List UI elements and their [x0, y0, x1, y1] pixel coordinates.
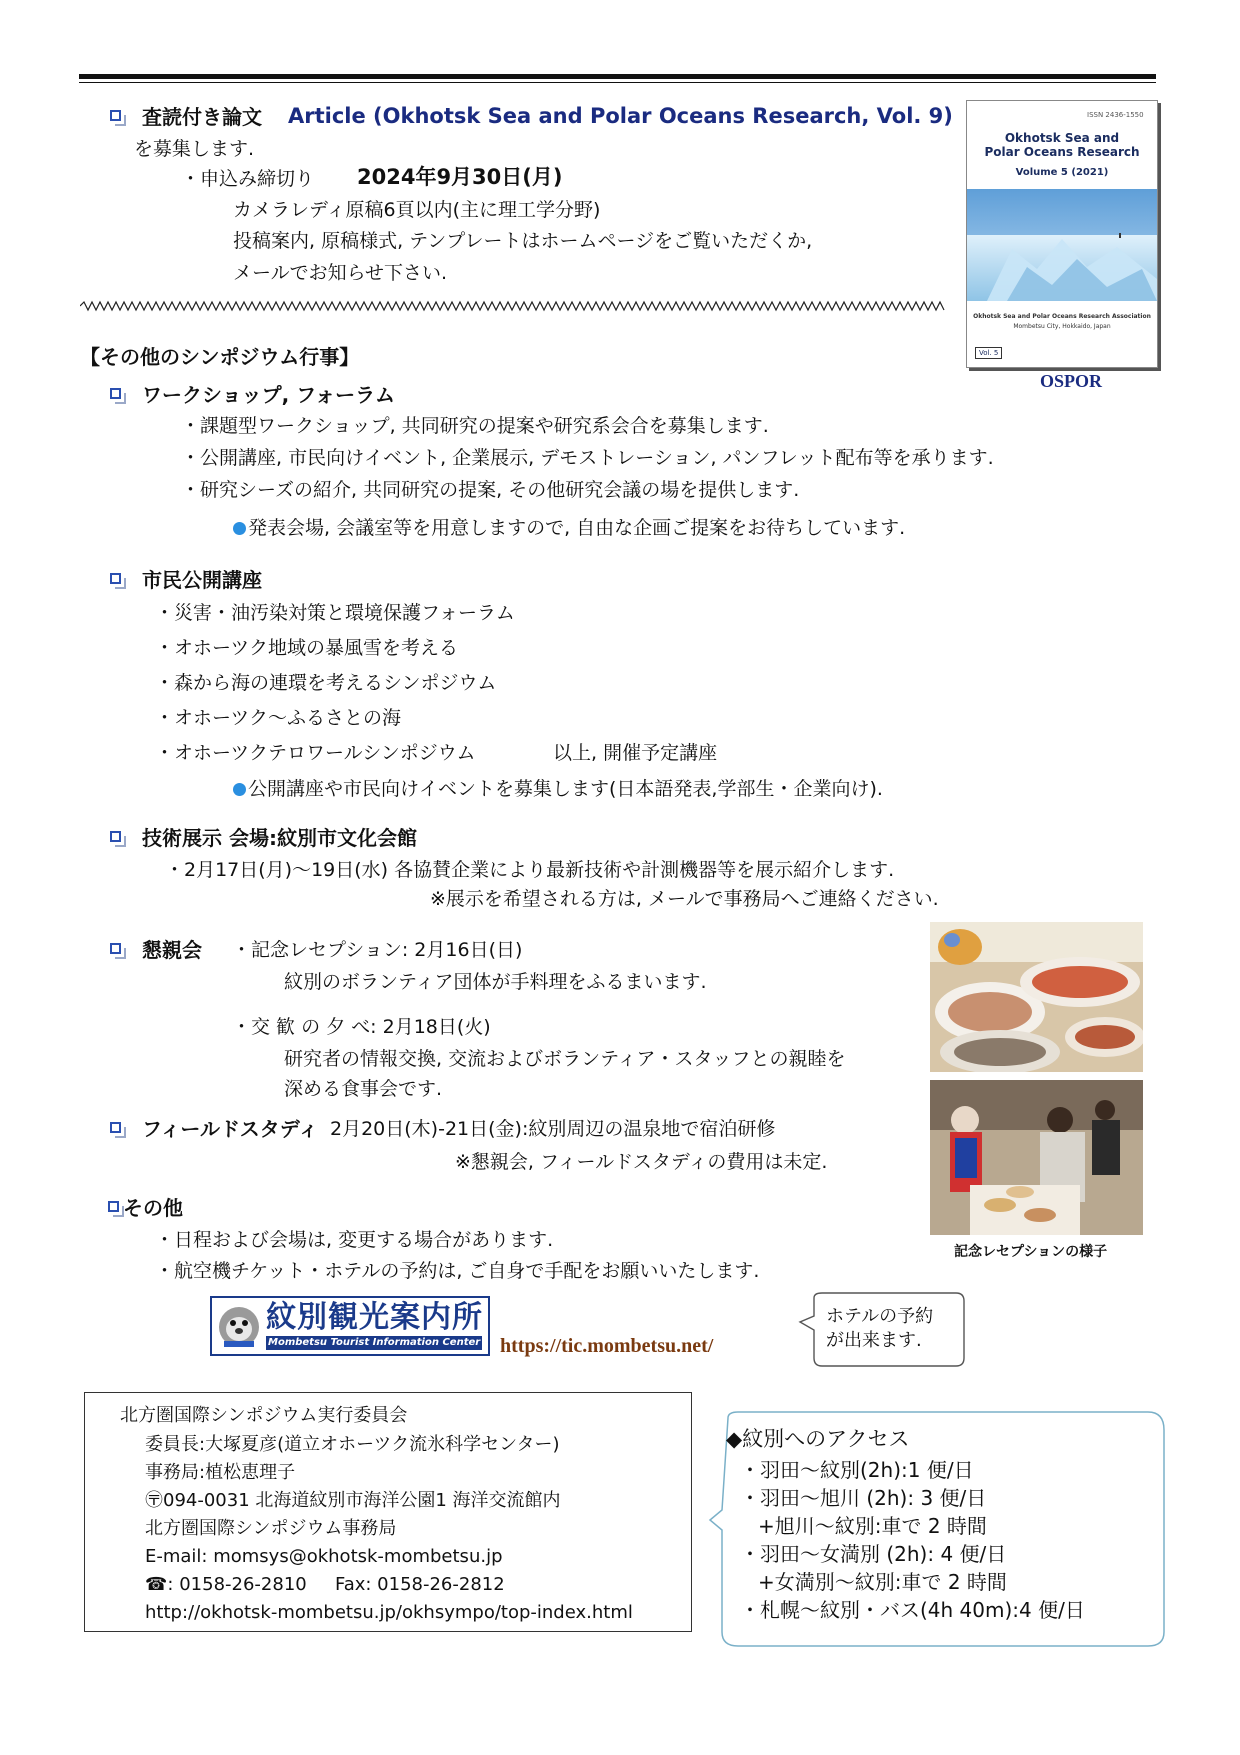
bullet-dot-icon	[233, 783, 246, 796]
workshop-item: ・課題型ワークショップ, 共同研究の提案や研究系会合を募集します.	[181, 415, 769, 437]
article-title: Article (Okhotsk Sea and Polar Oceans Research, Vol. 9)	[288, 104, 953, 128]
bubble-line1: ホテルの予約	[826, 1306, 934, 1327]
access-title: ◆紋別へのアクセス	[726, 1427, 910, 1451]
article-recruit: を募集します.	[134, 138, 255, 160]
article-line2: 投稿案内, 原稿様式, テンプレートはホームページをご覧いただくか,	[233, 230, 813, 252]
photo-caption: 記念レセプションの様子	[954, 1244, 1108, 1260]
lecture-item: ・オホーツクテロワールシンポジウム	[155, 742, 476, 764]
reception-photo-people	[930, 1080, 1143, 1235]
misc-heading: その他	[123, 1196, 183, 1220]
misc-item: ・日程および会場は, 変更する場合があります.	[155, 1229, 554, 1251]
lecture-item: ・オホーツク～ふるさとの海	[155, 707, 402, 729]
mascot-icon	[216, 1301, 262, 1349]
deadline-label: ・申込み締切り	[181, 168, 315, 190]
committee-fax: Fax: 0158-26-2812	[335, 1574, 505, 1595]
exhibition-line2: ※展示を希望される方は, メールで事務局へご連絡ください.	[430, 888, 939, 910]
field-study-desc: 2月20日(木)-21日(金):紋別周辺の温泉地で宿泊研修	[330, 1118, 776, 1140]
lecture-item: ・森から海の連環を考えるシンポジウム	[155, 672, 497, 694]
article-line1: カメラレディ原稿6頁以内(主に理工学分野)	[233, 199, 601, 221]
access-line: +旭川～紋別:車で 2 時間	[758, 1514, 987, 1538]
field-study-note: ※懇親会, フィールドスタディの費用は未定.	[455, 1151, 828, 1173]
article-label: 査読付き論文	[142, 105, 262, 129]
checkbox-icon	[110, 110, 121, 121]
cover-city: Mombetsu City, Hokkaido, Japan	[1013, 323, 1111, 330]
checkbox-icon	[110, 573, 121, 584]
committee-tel: ☎: 0158-26-2810	[145, 1574, 307, 1595]
social-heading: 懇親会	[142, 938, 202, 962]
bullet-dot-icon	[233, 522, 246, 535]
deadline-date: 2024年9月30日(月)	[357, 165, 563, 189]
field-study-heading: フィールドスタディ	[142, 1117, 319, 1141]
tourist-logo-jp: 紋別観光案内所	[266, 1300, 483, 1335]
committee-chair: 委員長:大塚夏彦(道立オホーツク流氷科学センター)	[145, 1434, 560, 1455]
evening-label: ・交 歓 の 夕 べ: 2月18日(火)	[232, 1016, 491, 1038]
workshop-item: ・研究シーズの紹介, 共同研究の提案, その他研究会議の場を提供します.	[181, 479, 800, 501]
reception-photo-food	[930, 922, 1143, 1072]
top-rule-thick	[79, 74, 1156, 79]
committee-email[interactable]: E-mail: momsys@okhotsk-mombetsu.jp	[145, 1546, 503, 1567]
checkbox-icon	[110, 831, 121, 842]
cover-issn: ISSN 2436-1550	[1087, 111, 1144, 119]
misc-item: ・航空機チケット・ホテルの予約は, ご自身で手配をお願いいたします.	[155, 1260, 760, 1282]
checkbox-icon	[110, 1122, 121, 1133]
cover-volume: Volume 5 (2021)	[1015, 167, 1109, 178]
cover-title-2: Polar Oceans Research	[984, 145, 1140, 159]
committee-web[interactable]: http://okhotsk-mombetsu.jp/okhsympo/top-index.html	[145, 1602, 633, 1623]
journal-cover	[966, 100, 1158, 368]
access-line: ・羽田～旭川 (2h): 3 便/日	[740, 1486, 987, 1510]
top-rule-thin	[79, 82, 1156, 83]
committee-office: 北方圏国際シンポジウム事務局	[145, 1518, 397, 1539]
workshop-heading: ワークショップ, フォーラム	[142, 383, 395, 407]
tourist-logo[interactable]	[210, 1296, 490, 1356]
journal-caption: OSPOR	[1040, 371, 1103, 391]
lecture-item: ・災害・油汚染対策と環境保護フォーラム	[155, 602, 515, 624]
checkbox-icon	[108, 1201, 119, 1212]
bubble-line2: が出来ます.	[826, 1330, 922, 1351]
access-line: +女満別～紋別:車で 2 時間	[758, 1570, 1007, 1594]
lecture-item: ・オホーツク地域の暴風雪を考える	[155, 637, 459, 659]
public-lecture-heading: 市民公開講座	[142, 568, 262, 592]
wavy-divider	[80, 300, 945, 312]
workshop-note	[233, 516, 905, 540]
workshop-item: ・公開講座, 市民向けイベント, 企業展示, デモストレーション, パンフレット配布等を承ります.	[181, 447, 994, 469]
checkbox-icon	[110, 943, 121, 954]
checkbox-icon	[110, 388, 121, 399]
cover-title-1: Okhotsk Sea and	[1004, 131, 1120, 145]
article-line3: メールでお知らせ下さい.	[233, 262, 448, 284]
lecture-note-text: 公開講座や市民向けイベントを募集します(日本語発表,学部生・企業向け).	[248, 778, 883, 800]
exhibition-heading: 技術展示 会場:紋別市文化会館	[142, 826, 417, 850]
committee-title: 北方圏国際シンポジウム実行委員会	[120, 1405, 408, 1426]
workshop-note-text: 発表会場, 会議室等を用意しますので, 自由な企画ご提案をお待ちしています.	[248, 517, 906, 539]
cover-vol-tag: Vol. 5	[975, 347, 1002, 359]
sea-ice-image	[967, 189, 1157, 301]
reception-label: ・記念レセプション: 2月16日(日)	[232, 939, 523, 961]
evening-desc-1: 研究者の情報交換, 交流およびボランティア・スタッフとの親睦を	[284, 1048, 846, 1070]
access-line: ・羽田～紋別(2h):1 便/日	[740, 1458, 974, 1482]
lecture-note	[233, 777, 883, 801]
cover-association: Okhotsk Sea and Polar Oceans Research Association	[973, 313, 1151, 320]
reception-desc: 紋別のボランティア団体が手料理をふるまいます.	[284, 971, 707, 993]
evening-desc-2: 深める食事会です.	[284, 1078, 443, 1100]
committee-address: 〶094-0031 北海道紋別市海洋公園1 海洋交流館内	[145, 1490, 561, 1511]
access-line: ・札幌～紋別・バス(4h 40m):4 便/日	[740, 1598, 1085, 1622]
lecture-planned: 以上, 開催予定講座	[553, 742, 718, 764]
access-line: ・羽田～女満別 (2h): 4 便/日	[740, 1542, 1007, 1566]
other-events-heading: 【その他のシンポジウム行事】	[80, 345, 360, 369]
exhibition-line1: ・2月17日(月)～19日(水) 各協賛企業により最新技術や計測機器等を展示紹介します.	[165, 859, 895, 881]
tourist-url[interactable]: https://tic.mombetsu.net/	[500, 1335, 714, 1357]
committee-secretariat: 事務局:植松恵理子	[145, 1462, 296, 1483]
tourist-logo-en: Mombetsu Tourist Information Center	[268, 1337, 481, 1348]
